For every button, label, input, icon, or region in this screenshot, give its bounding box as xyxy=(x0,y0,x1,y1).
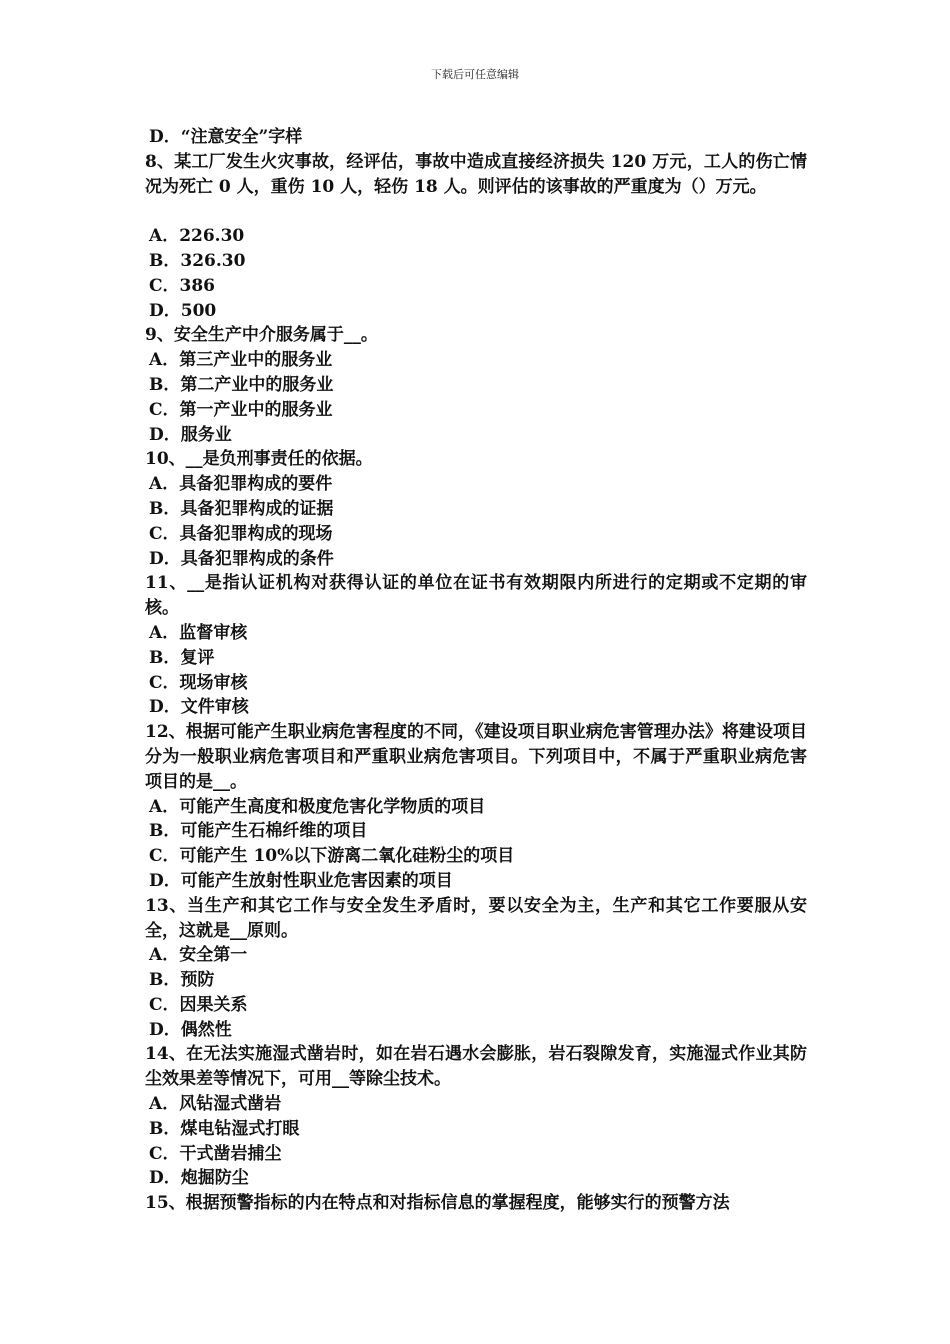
option-item: C．386 xyxy=(149,275,216,296)
option-item: C．具备犯罪构成的现场 xyxy=(149,523,333,544)
option-item: A．226.30 xyxy=(149,226,245,247)
question-stem: 15、根据预警指标的内在特点和对指标信息的掌握程度，能够实行的预警方法 xyxy=(145,1193,730,1214)
question-9 xyxy=(145,323,807,447)
option-item: B．具备犯罪构成的证据 xyxy=(149,498,334,519)
option-item: D．“注意安全”字样 xyxy=(149,127,303,147)
option-item: B．326.30 xyxy=(149,250,246,271)
option-item: C．现场审核 xyxy=(149,672,248,693)
question-13 xyxy=(145,894,807,1043)
option-item: C．因果关系 xyxy=(149,994,248,1015)
page-header: 下载后可任意编辑 xyxy=(431,68,519,81)
option-item: D．服务业 xyxy=(149,424,232,445)
option-item: C．干式凿岩捕尘 xyxy=(149,1143,282,1164)
option-item: B．第二产业中的服务业 xyxy=(149,374,334,395)
option-item: A．具备犯罪构成的要件 xyxy=(149,474,333,495)
option-item: A．可能产生高度和极度危害化学物质的项目 xyxy=(149,796,486,817)
question-stem: 14、在无法实施湿式凿岩时，如在岩石遇水会膨胀，岩石裂隙发育，实施湿式作业其防尘效果差等情况下，可用__等除尘技术。 xyxy=(145,1044,807,1090)
question-stem: 8、某工厂发生火灾事故，经评估，事故中造成直接经济损失 120 万元，工人的伤亡情况为死亡 0 人，重伤 10 人，轻伤 18 人。则评估的该事故的严重度为（）万元。 xyxy=(145,151,807,197)
option-item: D．偶然性 xyxy=(149,1019,232,1040)
question-stem: 11、__是指认证机构对获得认证的单位在证书有效期限内所进行的定期或不定期的审核。 xyxy=(145,573,807,619)
question-11 xyxy=(145,571,807,720)
question-stem: 12、根据可能产生职业病危害程度的不同，《建设项目职业病危害管理办法》将建设项目分为一般职业病危害项目和严重职业病危害项目。下列项目中，不属于严重职业病危害项目的是__。 xyxy=(145,722,807,792)
question-15 xyxy=(145,1191,807,1216)
option-item: A．监督审核 xyxy=(149,622,248,643)
option-item: D．炮掘防尘 xyxy=(149,1168,249,1189)
option-item: D．具备犯罪构成的条件 xyxy=(149,548,334,569)
question-12 xyxy=(145,720,807,894)
option-item: B．可能产生石棉纤维的项目 xyxy=(149,821,368,842)
option-item: D．500 xyxy=(149,300,217,321)
option-item: D．文件审核 xyxy=(149,697,249,718)
question-8 xyxy=(145,150,807,324)
option-item: D．可能产生放射性职业危害因素的项目 xyxy=(149,870,453,891)
option-item: B．煤电钻湿式打眼 xyxy=(149,1118,300,1139)
document-body xyxy=(145,125,807,1216)
option-item: C．可能产生 10%以下游离二氧化硅粉尘的项目 xyxy=(149,846,515,867)
question-stem: 13、当生产和其它工作与安全发生矛盾时，要以安全为主，生产和其它工作要服从安全，这就是__原则。 xyxy=(145,895,807,941)
option-item: B．预防 xyxy=(149,970,215,991)
option-item: A．第三产业中的服务业 xyxy=(149,350,333,371)
question-10 xyxy=(145,447,807,571)
question-stem: 9、安全生产中介服务属于__。 xyxy=(145,325,378,346)
option-item: C．第一产业中的服务业 xyxy=(149,399,333,420)
option-item: A．风钻湿式凿岩 xyxy=(149,1094,282,1115)
option-item: A．安全第一 xyxy=(149,945,248,966)
option-item: B．复评 xyxy=(149,647,215,668)
question-14 xyxy=(145,1042,807,1191)
question-stem: 10、__是负刑事责任的依据。 xyxy=(145,449,373,470)
